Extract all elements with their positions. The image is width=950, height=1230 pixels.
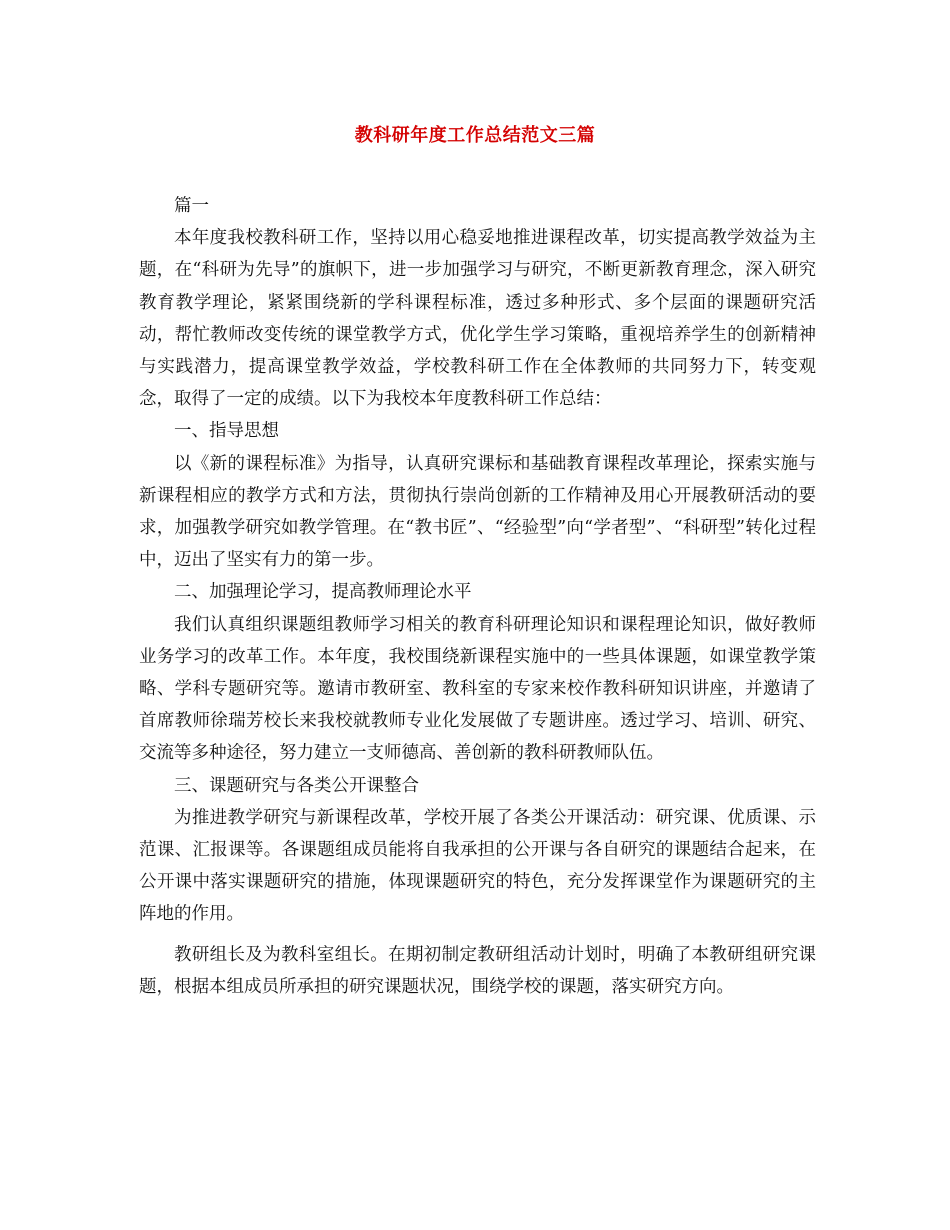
- guiding-ideology-paragraph: 以《新的课程标准》为指导，认真研究课标和基础教育课程改革理论，探索实施与新课程相应的教学方式和方法，贯彻执行崇尚创新的工作精神及用心开展教研活动的要求，加强教学研究如教学管理。在“教书匠”、“经验型”向“学者型”、“科研型”转化过程中，迈出了坚实有力的第一步。: [139, 453, 816, 571]
- intro-paragraph: 本年度我校教科研工作，坚持以用心稳妥地推进课程改革，切实提高教学效益为主题，在“科研为先导”的旗帜下，进一步加强学习与研究，不断更新教育理念，深入研究教育教学理论，紧紧围绕新的学科课程标准，透过多种形式、多个层面的课题研究活动，帮忙教师改变传统的课堂教学方式，优化学生学习策略，重视培养学生的创新精神与实践潜力，提高课堂教学效益，学校教科研工作在全体教师的共同努力下，转变观念，取得了一定的成绩。以下为我校本年度教科研工作总结：: [139, 228, 816, 410]
- theory-study-paragraph: 我们认真组织课题组教师学习相关的教育科研理论知识和课程理论知识，做好教师业务学习的改革工作。本年度，我校围绕新课程实施中的一些具体课题，如课堂教学策略、学科专题研究等。邀请市教研室、教科室的专家来校作教科研知识讲座，并邀请了首席教师徐瑞芳校长来我校就教师专业化发展做了专题讲座。透过学习、培训、研究、交流等多种途径，努力建立一支师德高、善创新的教科研教师队伍。: [139, 614, 816, 764]
- section-heading-theory-study: 二、加强理论学习，提高教师理论水平: [174, 582, 472, 603]
- section-heading-research-integration: 三、课题研究与各类公开课整合: [174, 775, 419, 796]
- section-heading-guiding-ideology: 一、指导思想: [174, 421, 279, 442]
- research-integration-paragraph: 为推进教学研究与新课程改革，学校开展了各类公开课活动：研究课、优质课、示范课、汇报课等。各课题组成员能将自我承担的公开课与各自研究的课题结合起来，在公开课中落实课题研究的措施，体现课题研究的特色，充分发挥课堂作为课题研究的主阵地的作用。: [139, 807, 816, 925]
- group-leader-paragraph: 教研组长及为教科室组长。在期初制定教研组活动计划时，明确了本教研组研究课题，根据本组成员所承担的研究课题状况，围绕学校的课题，落实研究方向。: [139, 944, 816, 997]
- section-heading-part-one: 篇一: [174, 196, 209, 216]
- document-title: 教科研年度工作总结范文三篇: [354, 125, 596, 146]
- document-body: [139, 190, 816, 1003]
